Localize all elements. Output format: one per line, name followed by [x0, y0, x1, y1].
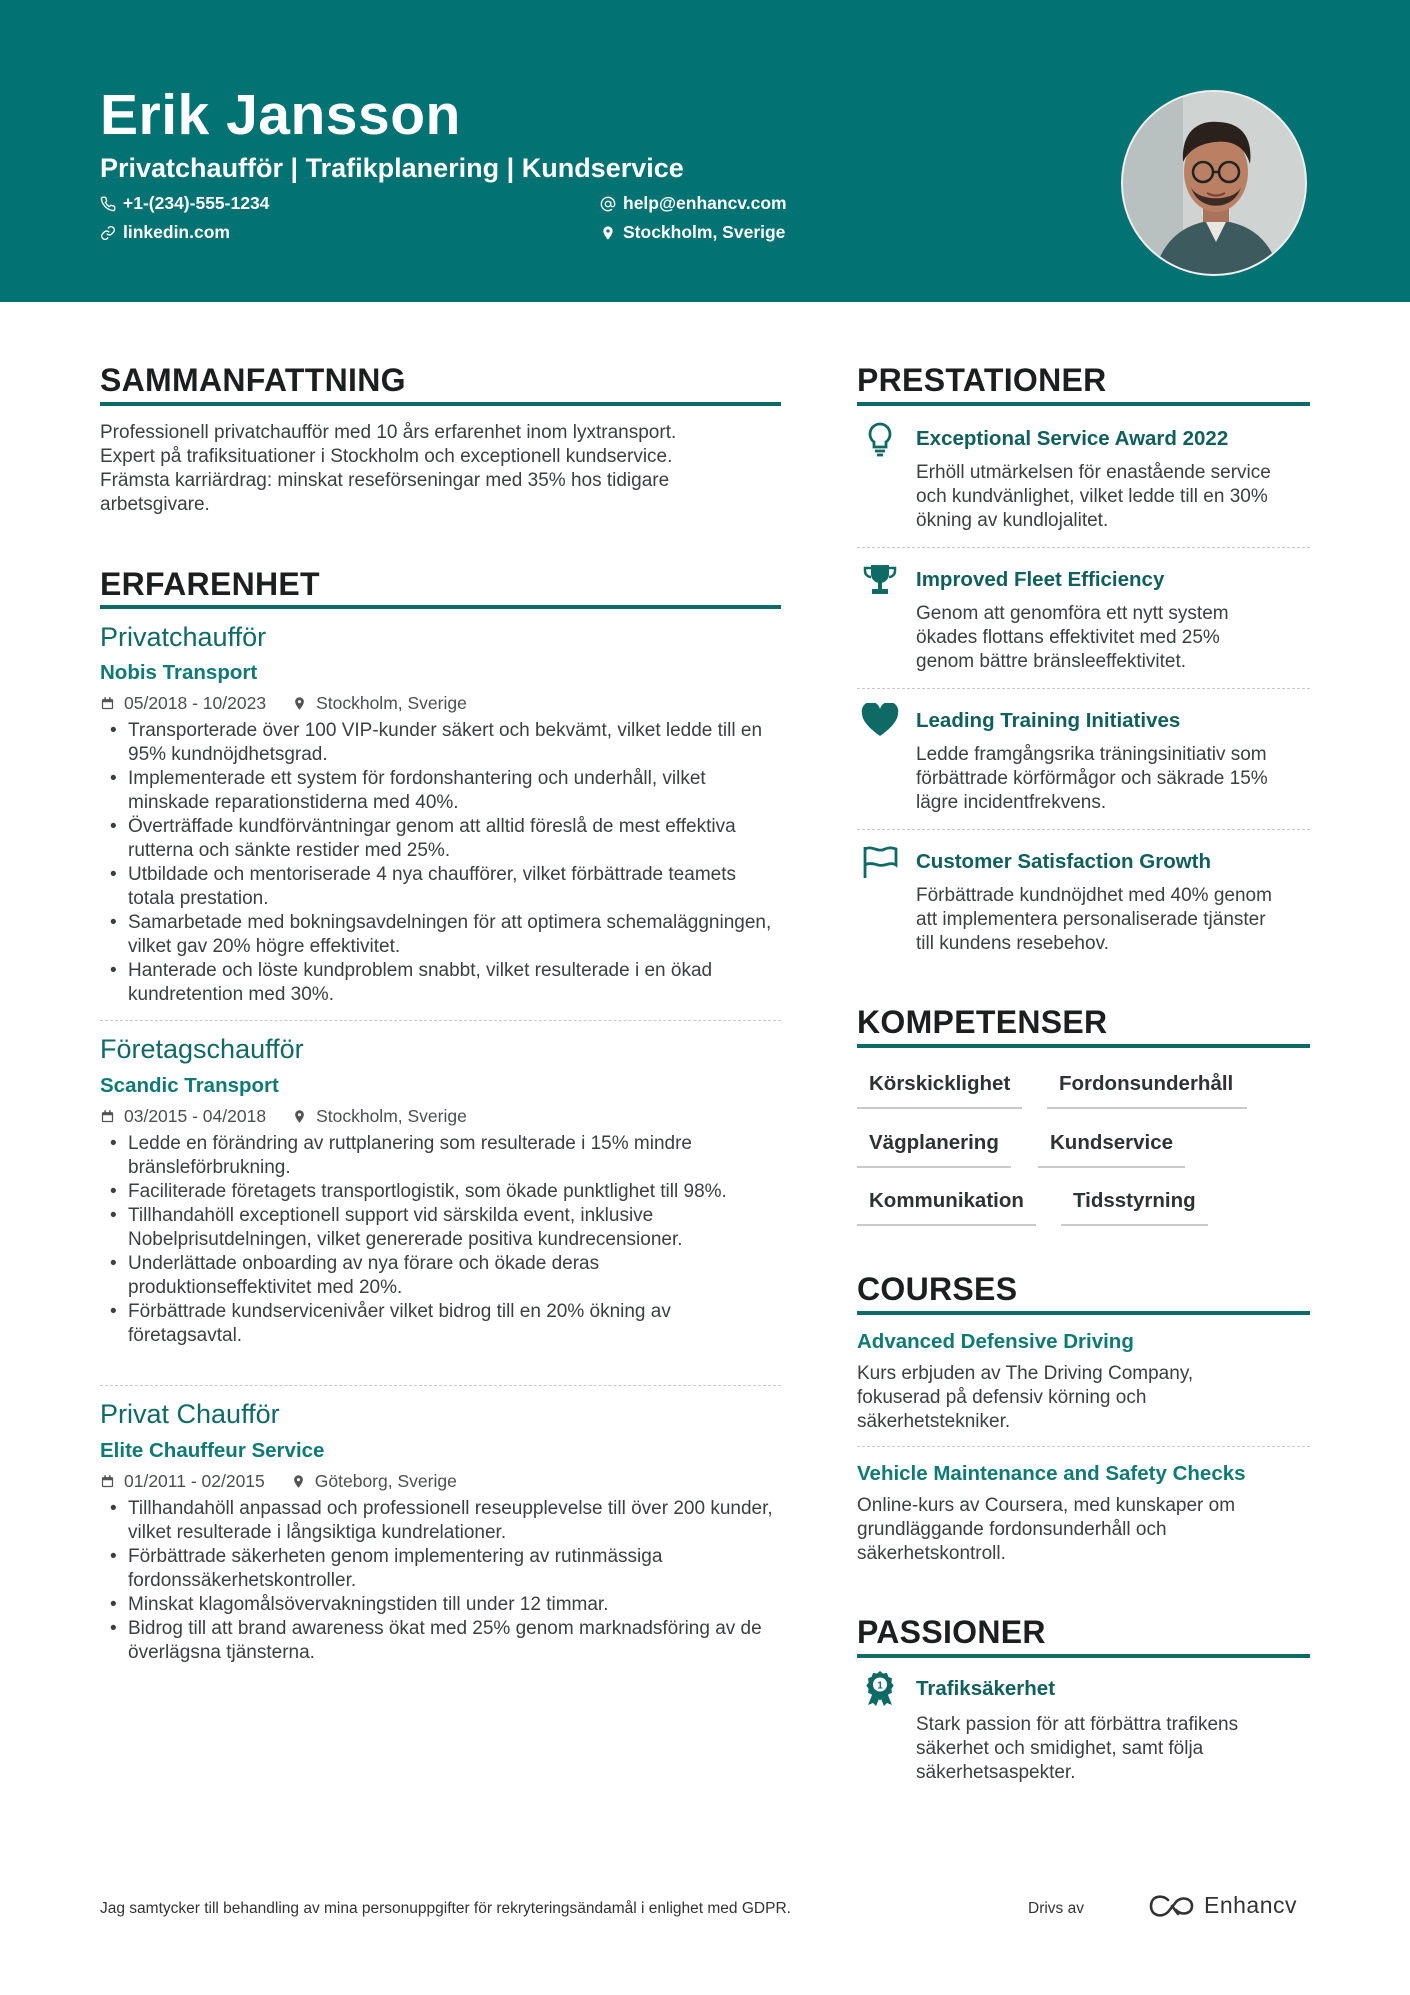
- course-title: Advanced Defensive Driving: [857, 1330, 1134, 1353]
- job-title: Privat Chaufför: [100, 1399, 280, 1429]
- contact-email[interactable]: [600, 193, 787, 214]
- resume-header: [0, 0, 1410, 302]
- job-location: Göteborg, Sverige: [314, 1471, 457, 1491]
- achievement-line: ökades flottans effektivitet med 25%: [916, 627, 1220, 648]
- section-divider: [857, 1311, 1310, 1315]
- contact-location: [600, 222, 785, 243]
- job-separator: [100, 1020, 781, 1021]
- achievement-description: [916, 461, 1316, 533]
- bullet-item: • Faciliterade företagets transportlogistik, som ökade punktlighet till 98%.: [100, 1180, 780, 1204]
- enhancv-logo-icon: [1148, 1894, 1196, 1918]
- skill-tag: Fordonsunderhåll: [1047, 1072, 1247, 1109]
- summary-line: arbetsgivare.: [100, 494, 210, 515]
- course-description: [857, 1494, 1310, 1566]
- heart-icon: [860, 703, 900, 739]
- experience-heading: ERFARENHET: [100, 566, 320, 602]
- course-line: säkerhetstekniker.: [857, 1411, 1011, 1432]
- bullet-item: • Ledde en förändring av ruttplanering som resulterade i 15% mindre bränsleförbrukning.: [100, 1132, 780, 1180]
- item-separator: [857, 1446, 1310, 1447]
- job-dates: 03/2015 - 04/2018: [124, 1106, 267, 1126]
- at-sign-icon: [600, 196, 616, 212]
- job-separator: [100, 1385, 781, 1386]
- bullet-item: • Samarbetade med bokningsavdelningen för att optimera schemaläggningen, vilket gav 20% högre effektivitet.: [100, 911, 780, 959]
- location-pin-icon: [292, 696, 307, 711]
- candidate-name: Erik Jansson: [100, 83, 461, 147]
- summary-line: Främsta karriärdrag: minskat reseförseningar med 35% hos tidigare: [100, 470, 670, 491]
- achievement-description: [916, 602, 1316, 674]
- passion-line: Stark passion för att förbättra trafikens: [916, 1714, 1239, 1735]
- bullet-item: • Minskat klagomålsövervakningstiden till under 12 timmar.: [100, 1593, 780, 1617]
- course-line: säkerhetskontroll.: [857, 1543, 1006, 1564]
- item-separator: [857, 829, 1310, 830]
- courses-heading: COURSES: [857, 1271, 1018, 1307]
- bullet-item: • Underlättade onboarding av nya förare och ökade deras produktionseffektivitet med 20%.: [100, 1252, 780, 1300]
- bullet-item: • Tillhandahöll exceptionell support vid särskilda event, inklusive Nobelprisutdelningen, vilket genererade positiva kundrecensioner.: [100, 1204, 780, 1252]
- item-separator: [857, 688, 1310, 689]
- achievement-line: genom bättre bränsleeffektivitet.: [916, 651, 1187, 672]
- course-line: fokuserad på defensiv körning och: [857, 1387, 1147, 1408]
- section-divider: [100, 402, 781, 406]
- bullet-item: • Förbättrade kundservicenivåer vilket bidrog till en 20% ökning av företagsavtal.: [100, 1300, 780, 1348]
- enhancv-logo-text: Enhancv: [1204, 1892, 1298, 1918]
- achievement-line: ökning av kundlojalitet.: [916, 510, 1109, 531]
- job-bullets: [100, 719, 780, 1007]
- phone-icon: [100, 196, 116, 212]
- svg-text:1: 1: [877, 1680, 883, 1692]
- achievement-line: lägre incidentfrekvens.: [916, 792, 1107, 813]
- linkedin-text: linkedin.com: [123, 222, 230, 242]
- achievement-line: Erhöll utmärkelsen för enastående service: [916, 462, 1271, 483]
- skill-tag: Kundservice: [1038, 1131, 1185, 1168]
- achievement-title: Leading Training Initiatives: [916, 709, 1181, 732]
- summary-heading: SAMMANFATTNING: [100, 362, 406, 398]
- job-meta: [100, 1106, 467, 1127]
- section-divider: [857, 1044, 1310, 1048]
- job-title: Företagschaufför: [100, 1034, 304, 1064]
- achievement-line: till kundens resebehov.: [916, 933, 1109, 954]
- section-divider: [857, 402, 1310, 406]
- course-line: grundläggande fordonsunderhåll och: [857, 1519, 1167, 1540]
- company-name: Scandic Transport: [100, 1074, 279, 1097]
- section-divider: [857, 1654, 1310, 1658]
- summary-line: Professionell privatchaufför med 10 års erfarenhet inom lyxtransport.: [100, 422, 677, 443]
- bullet-item: • Överträffade kundförväntningar genom att alltid föreslå de mest effektiva rutterna och sänkte restider med 25%.: [100, 815, 780, 863]
- contact-linkedin[interactable]: [100, 222, 230, 243]
- achievement-description: [916, 743, 1316, 815]
- passion-description: [916, 1713, 1316, 1785]
- passion-line: säkerhetsaspekter.: [916, 1762, 1076, 1783]
- bullet-item: • Utbildade och mentoriserade 4 nya chaufförer, vilket förbättrade teamets totala prestation.: [100, 863, 780, 911]
- achievement-description: [916, 884, 1316, 956]
- achievement-title: Improved Fleet Efficiency: [916, 568, 1165, 591]
- link-icon: [100, 225, 116, 241]
- contact-phone[interactable]: [100, 193, 269, 214]
- bullet-item: • Implementerade ett system för fordonshantering och underhåll, vilket minskade reparationstiderna med 40%.: [100, 767, 780, 815]
- item-separator: [857, 547, 1310, 548]
- skill-tag: Tidsstyrning: [1061, 1189, 1208, 1226]
- summary-text: [100, 421, 790, 517]
- job-meta: [100, 1471, 457, 1492]
- skill-tag: Körskicklighet: [857, 1072, 1022, 1109]
- flag-icon: [860, 844, 900, 880]
- location-pin-icon: [291, 1474, 306, 1489]
- achievement-line: att implementera personaliserade tjänster: [916, 909, 1266, 930]
- bullet-item: • Bidrog till att brand awareness ökat med 25% genom marknadsföring av de överlägsna tjänsterna.: [100, 1617, 780, 1665]
- job-location: Stockholm, Sverige: [316, 1106, 467, 1126]
- calendar-icon: [100, 1474, 115, 1489]
- enhancv-logo[interactable]: [1148, 1892, 1297, 1919]
- job-dates: 05/2018 - 10/2023: [124, 693, 267, 713]
- calendar-icon: [100, 696, 115, 711]
- skill-tag: Kommunikation: [857, 1189, 1036, 1226]
- job-dates: 01/2011 - 02/2015: [124, 1471, 265, 1491]
- job-meta: [100, 693, 467, 714]
- achievement-title: Exceptional Service Award 2022: [916, 427, 1229, 450]
- gdpr-consent: Jag samtycker till behandling av mina personuppgifter för rekryteringsändamål i enlighet med GDPR.: [100, 1900, 791, 1917]
- achievement-line: Genom att genomföra ett nytt system: [916, 603, 1229, 624]
- passion-line: säkerhet och smidighet, samt följa: [916, 1738, 1204, 1759]
- location-pin-icon: [292, 1109, 307, 1124]
- bullet-item: • Tillhandahöll anpassad och professionell reseupplevelse till över 200 kunder, vilket resulterade i långsiktiga kundrelationer.: [100, 1497, 780, 1545]
- job-bullets: [100, 1132, 780, 1348]
- job-bullets: [100, 1497, 780, 1665]
- course-title: Vehicle Maintenance and Safety Checks: [857, 1462, 1246, 1485]
- trophy-icon: [860, 562, 900, 598]
- location-text: Stockholm, Sverige: [623, 222, 786, 242]
- location-pin-icon: [600, 225, 616, 241]
- section-divider: [100, 605, 781, 609]
- phone-text: +1-(234)-555-1234: [123, 193, 270, 213]
- bullet-item: • Förbättrade säkerheten genom implementering av rutinmässiga fordonssäkerhetskontroller.: [100, 1545, 780, 1593]
- skills-heading: KOMPETENSER: [857, 1004, 1108, 1040]
- company-name: Nobis Transport: [100, 661, 258, 684]
- achievement-line: Ledde framgångsrika träningsinitiativ som: [916, 744, 1267, 765]
- achievement-title: Customer Satisfaction Growth: [916, 850, 1212, 873]
- avatar: [1121, 90, 1307, 276]
- skill-tag: Vägplanering: [857, 1131, 1011, 1168]
- email-text: help@enhancv.com: [623, 193, 787, 213]
- bullet-item: • Hanterade och löste kundproblem snabbt, vilket resulterade i en ökad kundretention med 30%.: [100, 959, 780, 1007]
- course-line: Kurs erbjuden av The Driving Company,: [857, 1363, 1194, 1384]
- lightbulb-icon: [860, 421, 900, 457]
- achievement-line: och kundvänlighet, vilket ledde till en 30%: [916, 486, 1268, 507]
- powered-by-label: Drivs av: [1028, 1900, 1084, 1917]
- achievement-line: Förbättrade kundnöjdhet med 40% genom: [916, 885, 1272, 906]
- passions-heading: PASSIONER: [857, 1614, 1046, 1650]
- candidate-headline: Privatchaufför | Trafikplanering | Kundservice: [100, 153, 684, 183]
- summary-line: Expert på trafiksituationer i Stockholm och exceptionell kundservice.: [100, 446, 673, 467]
- course-line: Online-kurs av Coursera, med kunskaper om: [857, 1495, 1236, 1516]
- award-ribbon-icon: [860, 1670, 900, 1706]
- bullet-item: • Transporterade över 100 VIP-kunder säkert och bekvämt, vilket ledde till en 95% kundnöjdhetsgrad.: [100, 719, 780, 767]
- achievement-line: förbättrade körförmågor och säkrade 15%: [916, 768, 1268, 789]
- company-name: Elite Chauffeur Service: [100, 1439, 325, 1462]
- passion-title: Trafiksäkerhet: [916, 1677, 1056, 1700]
- job-title: Privatchaufför: [100, 622, 267, 652]
- calendar-icon: [100, 1109, 115, 1124]
- course-description: [857, 1362, 1310, 1434]
- job-location: Stockholm, Sverige: [316, 693, 467, 713]
- achievements-heading: PRESTATIONER: [857, 362, 1107, 398]
